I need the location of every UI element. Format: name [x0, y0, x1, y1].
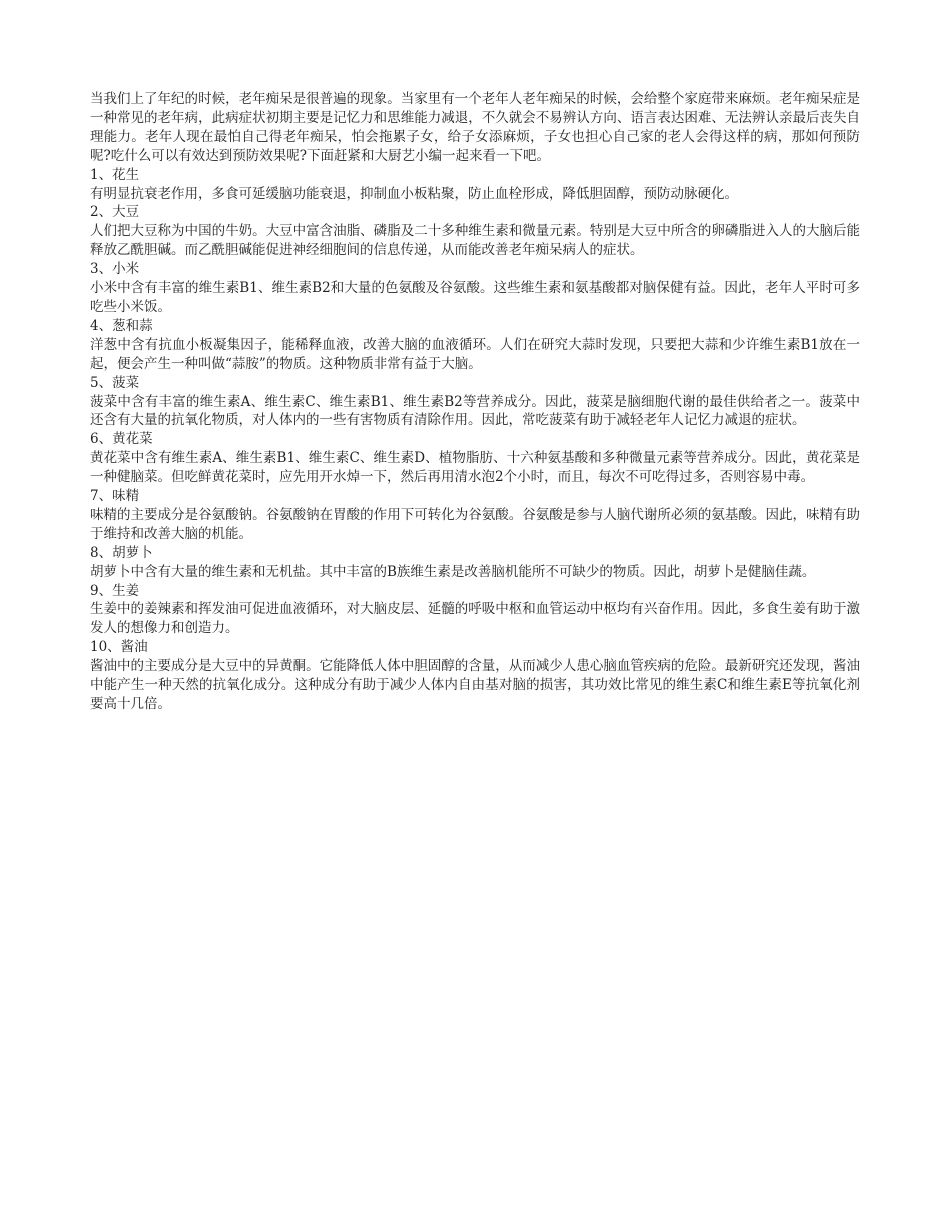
- item-body: 生姜中的姜辣素和挥发油可促进血液循环，对大脑皮层、延髓的呼吸中枢和血管运动中枢均有兴奋作用。因此，多食生姜有助于激发人的想像力和创造力。: [90, 601, 860, 637]
- item-heading: 10、酱油: [90, 639, 148, 656]
- food-item-6: [90, 430, 860, 487]
- item-heading: 5、菠菜: [90, 374, 140, 391]
- food-item-5: [90, 374, 860, 431]
- item-body: 味精的主要成分是谷氨酸钠。谷氨酸钠在胃酸的作用下可转化为谷氨酸。谷氨酸是参与人脑代谢所必须的氨基酸。因此，味精有助于维持和改善大脑的机能。: [90, 506, 860, 542]
- food-item-7: [90, 487, 860, 544]
- item-heading: 3、小米: [90, 261, 140, 278]
- item-body: 有明显抗衰老作用，多食可延缓脑功能衰退，抑制血小板粘聚，防止血栓形成，降低胆固醇，预防动脉硬化。: [90, 185, 738, 202]
- food-item-4: [90, 317, 860, 374]
- item-heading: 1、花生: [90, 166, 140, 183]
- food-item-1: [90, 166, 860, 204]
- item-heading: 2、大豆: [90, 204, 140, 221]
- item-body: 酱油中的主要成分是大豆中的异黄酮。它能降低人体中胆固醇的含量，从而减少人患心脑血管疾病的危险。最新研究还发现，酱油中能产生一种天然的抗氧化成分。这种成分有助于减少人体内自由基对脑的损害，其功效比常见的维生素C和维生素E等抗氧化剂要高十几倍。: [90, 658, 860, 712]
- item-body: 胡萝卜中含有大量的维生素和无机盐。其中丰富的B族维生素是改善脑机能所不可缺少的物质。因此，胡萝卜是健脑佳蔬。: [90, 563, 816, 580]
- document-page: [90, 90, 860, 714]
- food-item-9: [90, 582, 860, 639]
- food-item-10: [90, 638, 860, 714]
- item-heading: 6、黄花菜: [90, 431, 153, 448]
- item-body: 小米中含有丰富的维生素B1、维生素B2和大量的色氨酸及谷氨酸。这些维生素和氨基酸都对脑保健有益。因此，老年人平时可多吃些小米饭。: [90, 280, 860, 315]
- food-item-2: [90, 203, 860, 260]
- intro-paragraph: 当我们上了年纪的时候，老年痴呆是很普遍的现象。当家里有一个老年人老年痴呆的时候，会给整个家庭带来麻烦。老年痴呆症是一种常见的老年病，此病症状初期主要是记忆力和思维能力减退，不久就会不易辨认方向、语言表达困难、无法辨认亲最后丧失自理能力。老年人现在最怕自己得老年痴呆，怕会拖累子女，给子女添麻烦，子女也担心自己家的老人会得这样的病，那如何预防呢?吃什么可以有效达到预防效果呢?下面赶紧和大厨艺小编一起来看一下吧。: [90, 91, 860, 164]
- food-item-3: [90, 260, 860, 317]
- item-body: 洋葱中含有抗血小板凝集因子，能稀释血液，改善大脑的血液循环。人们在研究大蒜时发现，只要把大蒜和少许维生素B1放在一起，便会产生一种叫做“蒜胺”的物质。这种物质非常有益于大脑。: [90, 336, 860, 372]
- item-heading: 7、味精: [90, 488, 140, 505]
- item-heading: 8、胡萝卜: [90, 544, 153, 561]
- item-body: 菠菜中含有丰富的维生素A、维生素C、维生素B1、维生素B2等营养成分。因此，菠菜是脑细胞代谢的最佳供给者之一。菠菜中还含有大量的抗氧化物质，对人体内的一些有害物质有清除作用。因此，常吃菠菜有助于减轻老年人记忆力减退的症状。: [90, 393, 860, 429]
- item-heading: 4、葱和蒜: [90, 317, 153, 334]
- item-body: 黄花菜中含有维生素A、维生素B1、维生素C、维生素D、植物脂肪、十六种氨基酸和多种微量元素等营养成分。因此，黄花菜是一种健脑菜。但吃鲜黄花菜时，应先用开水焯一下，然后再用清水泡2个小时，而且，每次不可吃得过多，否则容易中毒。: [90, 450, 860, 486]
- food-item-8: [90, 544, 860, 582]
- item-body: 人们把大豆称为中国的牛奶。大豆中富含油脂、磷脂及二十多种维生素和微量元素。特别是大豆中所含的卵磷脂进入人的大脑后能释放乙酰胆碱。而乙酰胆碱能促进神经细胞间的信息传递，从而能改善老年痴呆病人的症状。: [90, 223, 860, 259]
- item-heading: 9、生姜: [90, 582, 140, 599]
